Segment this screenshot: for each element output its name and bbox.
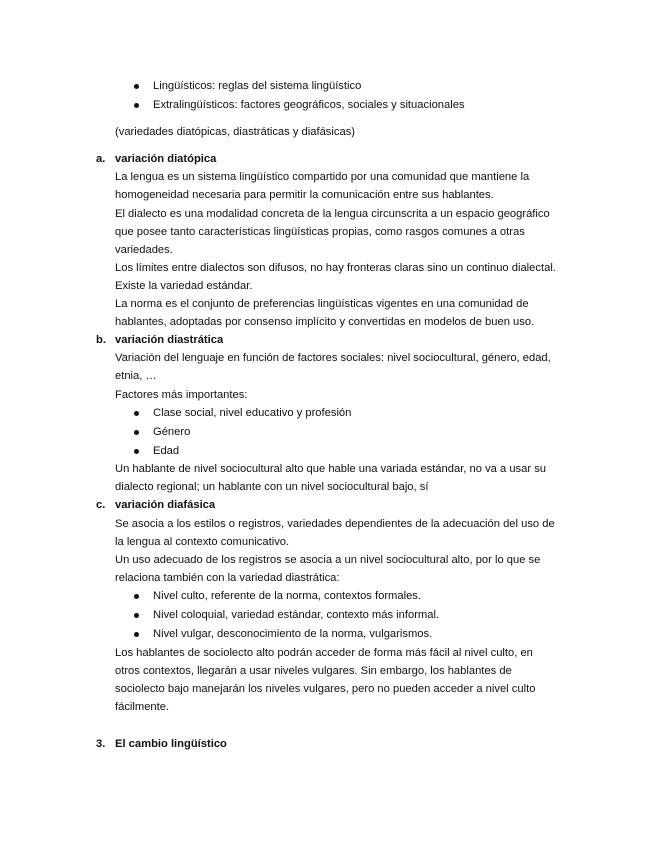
section-a-line: El dialecto es una modalidad concreta de la lengua circunscrita a un espacio geográfico — [115, 208, 550, 220]
section-c-line: fácilmente. — [115, 701, 170, 713]
section-b-marker: b. — [96, 334, 106, 346]
section-b-bullet: Clase social, nivel educativo y profesión — [153, 407, 352, 419]
bullet-dot — [134, 84, 139, 89]
section-c-bullet: Nivel culto, referente de la norma, contextos formales. — [153, 590, 422, 602]
bullet-dot — [134, 449, 139, 454]
section-b-line: etnia, … — [115, 370, 157, 382]
section-3-number: 3. — [96, 738, 106, 750]
bullet-dot — [134, 632, 139, 637]
section-b-line: Variación del lenguaje en función de factores sociales: nivel sociocultural, género, edad, — [115, 352, 551, 364]
section-a-marker: a. — [96, 153, 106, 165]
section-b-line: Factores más importantes: — [115, 389, 248, 401]
section-a-line: que posee tanto características lingüísticas propias, como rasgos comunes a otras — [115, 226, 525, 238]
section-b-line: Un hablante de nivel sociocultural alto que hable una variada estándar, no va a usar su — [115, 463, 547, 475]
section-c-line: Se asocia a los estilos o registros, variedades dependientes de la adecuación del uso de — [115, 518, 555, 530]
section-a-line: Los límites entre dialectos son difusos, no hay fronteras claras sino un continuo dialectal. — [115, 262, 556, 274]
bullet-dot — [134, 411, 139, 416]
section-c-line: la lengua al contexto comunicativo. — [115, 536, 290, 548]
section-c-line: sociolecto bajo manejarán los niveles vulgares, pero no pueden acceder a nivel culto — [115, 683, 536, 695]
section-c-line: otros contextos, llegarán a usar niveles vulgares. Sin embargo, los hablantes de — [115, 665, 512, 677]
section-b-heading: variación diastrática — [115, 334, 224, 346]
section-c-bullet: Nivel vulgar, desconocimiento de la norma, vulgarismos. — [153, 628, 433, 640]
bullet-dot — [134, 594, 139, 599]
section-b-bullet: Género — [153, 426, 191, 438]
section-a-heading: variación diatópica — [115, 153, 217, 165]
section-a-line: variedades. — [115, 244, 173, 256]
section-a-line: Existe la variedad estándar. — [115, 280, 253, 292]
section-a-line: hablantes, adoptadas por consenso implícito y convertidas en modelos de buen uso. — [115, 316, 535, 328]
section-a-line: La lengua es un sistema lingüístico compartido por una comunidad que mantiene la — [115, 171, 530, 183]
intro-bullet-linguisticos: Lingüísticos: reglas del sistema lingüístico — [153, 80, 362, 92]
section-c-line: Los hablantes de sociolecto alto podrán acceder de forma más fácil al nivel culto, en — [115, 647, 533, 659]
section-b-line: dialecto regional; un hablante con un nivel sociocultural bajo, sí — [115, 481, 429, 493]
section-b-bullet: Edad — [153, 445, 180, 457]
section-c-heading: variación diafásica — [115, 499, 216, 511]
bullet-dot — [134, 103, 139, 108]
bullet-dot — [134, 613, 139, 618]
section-a-line: homogeneidad necesaria para permitir la comunicación entre sus hablantes. — [115, 189, 494, 201]
section-3-heading: El cambio lingüístico — [115, 738, 227, 750]
bullet-dot — [134, 430, 139, 435]
intro-note: (variedades diatópicas, diastráticas y diafásicas) — [115, 126, 356, 138]
section-c-bullet: Nivel coloquial, variedad estándar, contexto más informal. — [153, 609, 440, 621]
intro-bullet-extralinguisticos: Extralingüísticos: factores geográficos, sociales y situacionales — [153, 99, 465, 111]
section-c-line: relaciona también con la variedad diastrática: — [115, 572, 340, 584]
section-c-marker: c. — [96, 499, 106, 511]
section-a-line: La norma es el conjunto de preferencias lingüísticas vigentes en una comunidad de — [115, 298, 529, 310]
section-c-line: Un uso adecuado de los registros se asocia a un nivel sociocultural alto, por lo que se — [115, 554, 541, 566]
